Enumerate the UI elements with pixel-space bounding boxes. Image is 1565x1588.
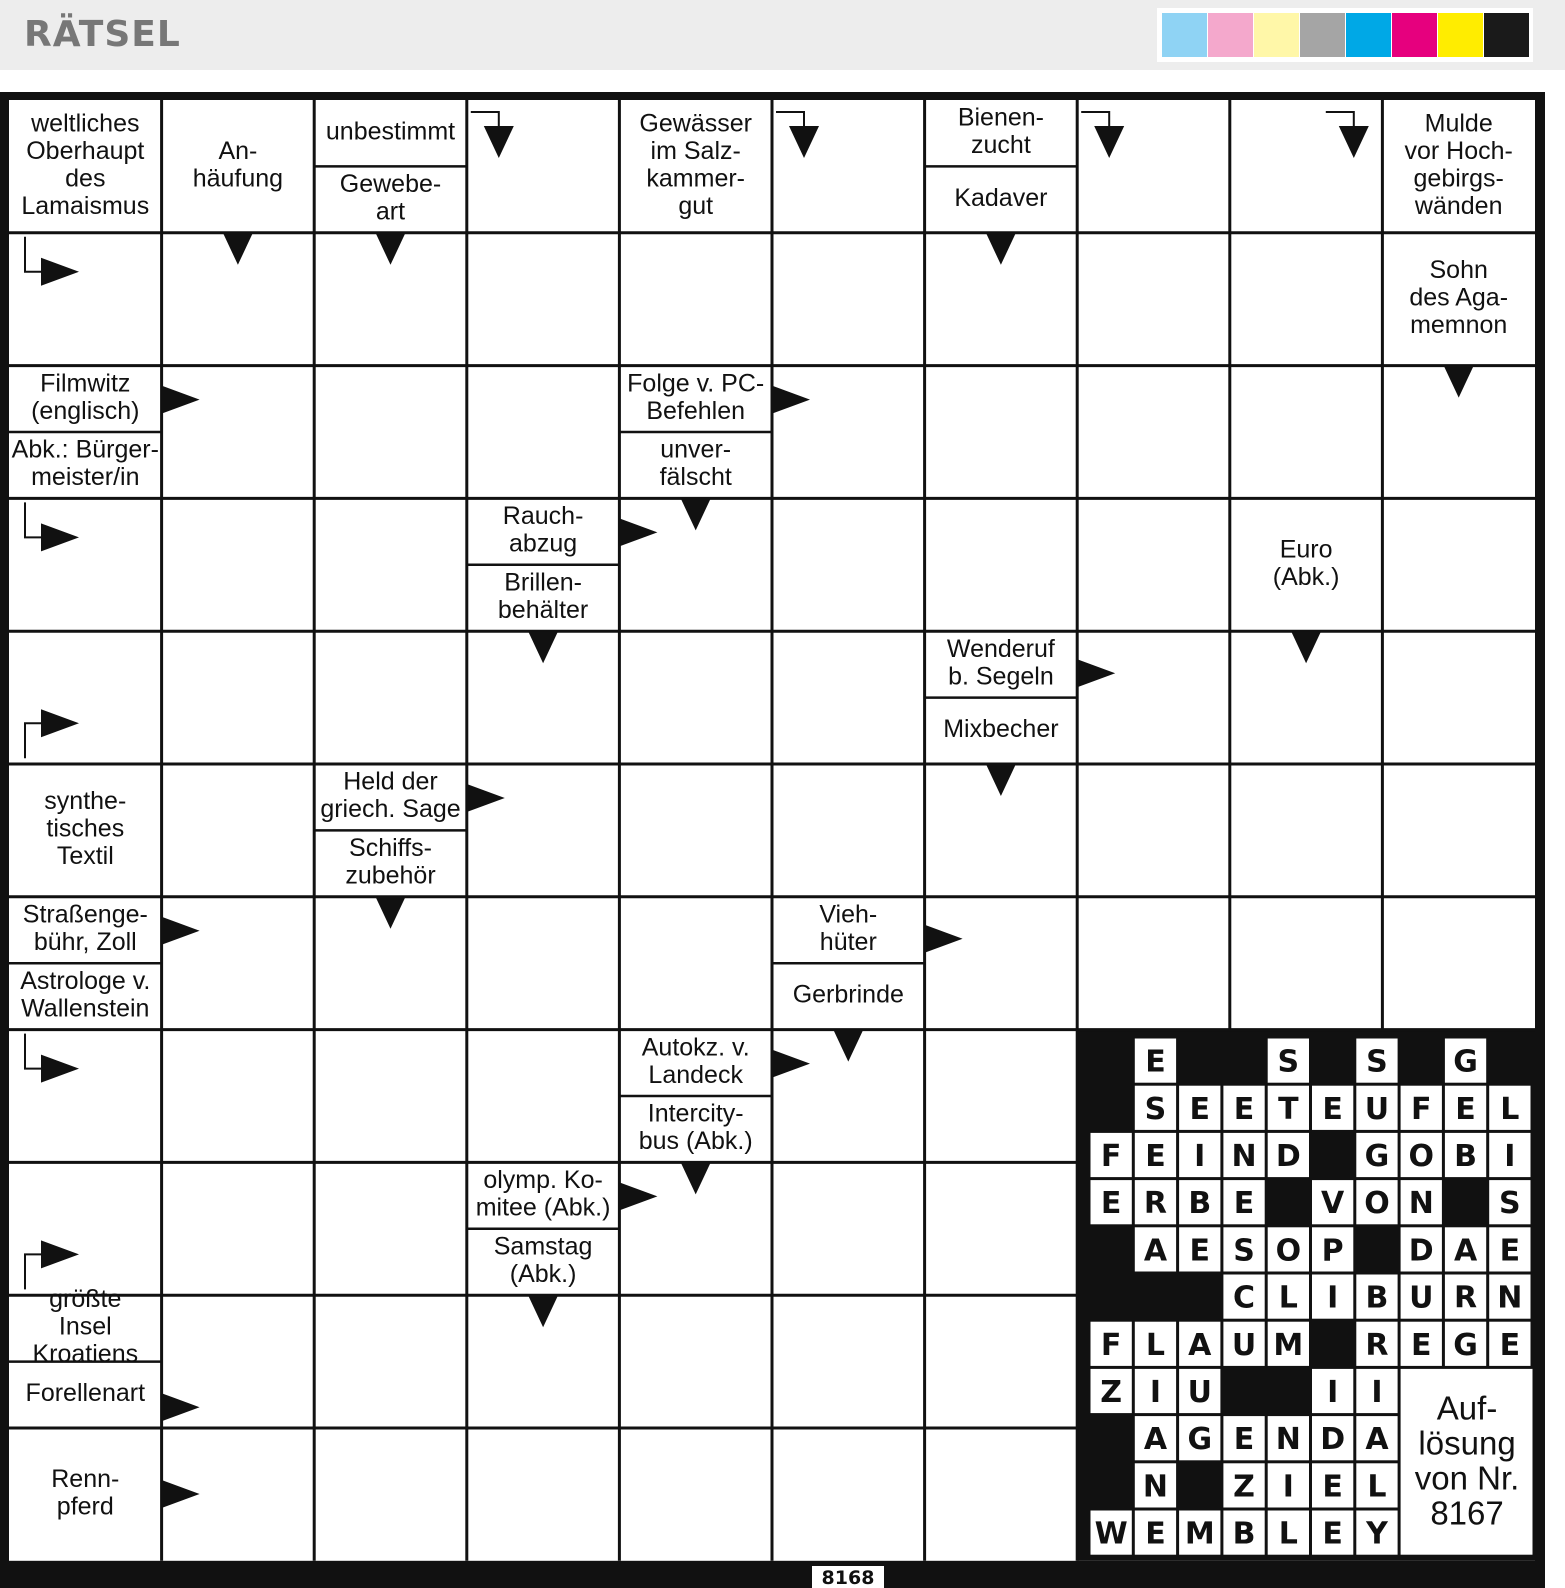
clue-text: (Abk.): [1272, 562, 1340, 591]
clue-text: unver-: [660, 435, 732, 464]
solution-letter: O: [1275, 1233, 1302, 1269]
solution-letter: A: [1143, 1233, 1168, 1269]
solution-letter: N: [1231, 1139, 1257, 1174]
solution-letter: B: [1188, 1186, 1212, 1222]
solution-letter: I: [1282, 1469, 1294, 1505]
clue-text: art: [375, 197, 406, 226]
clue-text: abzug: [509, 529, 578, 558]
clue-text: Astrologe v.: [20, 966, 151, 995]
solution-letter: S: [1144, 1091, 1167, 1127]
clue-text: gebirgs-: [1413, 164, 1504, 193]
solution-letter: E: [1100, 1186, 1122, 1222]
solution-letter: N: [1142, 1469, 1169, 1505]
clue-text: olymp. Ko-: [483, 1166, 603, 1195]
clue-text: mitee (Abk.): [475, 1193, 611, 1222]
solution-letter: S: [1499, 1186, 1521, 1222]
color-swatch: [1162, 13, 1207, 57]
solution-letter: W: [1094, 1516, 1128, 1552]
solution-letter: E: [1145, 1516, 1166, 1552]
clue-text: Renn-: [51, 1464, 120, 1493]
clue-text: Wallenstein: [21, 994, 150, 1023]
color-swatch: [1392, 13, 1437, 57]
solution-letter: I: [1194, 1139, 1206, 1174]
clue-text: Lamaismus: [21, 191, 150, 220]
solution-letter: I: [1327, 1375, 1339, 1410]
clue-text: Insel: [58, 1312, 112, 1341]
solution-letter: A: [1143, 1422, 1168, 1458]
clue-text: bus (Abk.): [638, 1127, 753, 1156]
clue-text: größte: [49, 1285, 122, 1314]
clue-text: Kroatiens: [32, 1340, 139, 1369]
solution-letter: B: [1232, 1516, 1256, 1552]
clue-text: Bienen-: [957, 103, 1044, 132]
clue-text: zucht: [971, 131, 1031, 160]
solution-letter: N: [1408, 1186, 1434, 1222]
clue-text: Landeck: [648, 1060, 743, 1089]
clue-text: Oberhaupt: [26, 136, 145, 165]
color-calibration-bar: [1157, 8, 1533, 62]
clue-text: Intercity-: [647, 1099, 744, 1128]
color-swatch: [1438, 13, 1483, 57]
clue-text: Gewässer: [639, 109, 752, 138]
clue-cell: [51, 1465, 119, 1521]
clue-text: (Abk.): [509, 1260, 577, 1288]
solution-letter: C: [1233, 1280, 1256, 1316]
clue-text: Befehlen: [646, 396, 746, 425]
solution-letter: G: [1453, 1044, 1478, 1080]
solution-letter: F: [1100, 1327, 1122, 1363]
clue-text: Abk.: Bürger-: [11, 435, 159, 464]
solution-letter: G: [1187, 1422, 1213, 1458]
solution-letter: U: [1231, 1327, 1257, 1363]
solution-letter: T: [1278, 1091, 1299, 1127]
clue-text: pferd: [56, 1492, 114, 1521]
solution-letter: E: [1233, 1186, 1255, 1222]
solution-letter: A: [1365, 1422, 1389, 1458]
solution-letter: Y: [1366, 1516, 1388, 1552]
clue-text: Textil: [56, 842, 114, 871]
color-swatch: [1300, 13, 1345, 57]
solution-letter: S: [1233, 1233, 1255, 1269]
clue-text: Filmwitz: [40, 369, 131, 398]
solution-letter: E: [1499, 1233, 1521, 1269]
solution-letter: I: [1327, 1280, 1339, 1316]
solution-letter: E: [1411, 1327, 1432, 1363]
clue-text: (englisch): [31, 396, 140, 425]
solution-letter: V: [1321, 1186, 1345, 1222]
clue-text: Mulde: [1424, 109, 1493, 138]
solution-letter: Z: [1233, 1469, 1255, 1505]
solution-letter: L: [1145, 1327, 1166, 1363]
solution-letter: A: [1453, 1233, 1478, 1269]
clue-text: Sohn: [1429, 255, 1488, 284]
solution-letter: O: [1364, 1186, 1390, 1222]
solution-letter: R: [1365, 1327, 1389, 1363]
solution-letter: Z: [1100, 1375, 1123, 1410]
color-swatch: [1254, 13, 1299, 57]
clue-text: Straßenge-: [22, 900, 148, 929]
solution-letter: A: [1188, 1327, 1212, 1363]
clue-text: tisches: [46, 814, 125, 843]
solution-letter: S: [1277, 1044, 1300, 1080]
clue-text: Euro: [1279, 535, 1333, 564]
solution-letter: M: [1184, 1516, 1215, 1552]
clue-cell: [1273, 535, 1340, 591]
solution-letter: E: [1145, 1044, 1166, 1080]
clue-text: Mixbecher: [943, 715, 1059, 744]
solution-letter: N: [1497, 1280, 1523, 1316]
solution-letter: I: [1504, 1139, 1516, 1174]
clue-cell: [21, 109, 149, 220]
solution-letter: U: [1187, 1375, 1212, 1410]
solution-letter: E: [1499, 1327, 1521, 1363]
puzzle-number: 8168: [821, 1567, 875, 1588]
solution-letter: L: [1367, 1469, 1387, 1505]
solution-letter: E: [1189, 1091, 1210, 1127]
solution-letter: D: [1408, 1233, 1434, 1269]
clue-text: Held der: [343, 767, 438, 796]
page-header: [0, 0, 1565, 70]
clue-text: im Salz-: [650, 136, 741, 165]
solution-letter: E: [1322, 1091, 1343, 1127]
section-title: RÄTSEL: [24, 14, 181, 55]
clue-text: Folge v. PC-: [627, 369, 765, 398]
solution-letter: U: [1409, 1280, 1434, 1316]
clue-text: An-: [218, 136, 258, 165]
solution-letter: L: [1278, 1280, 1298, 1316]
clue-text: Autokz. v.: [641, 1033, 750, 1062]
solution-letter: E: [1189, 1233, 1210, 1269]
solution-letter: I: [1371, 1375, 1383, 1410]
clue-text: weltliches: [31, 109, 140, 138]
clue-text: Vieh-: [819, 900, 878, 929]
solution-label: Auf-: [1436, 1389, 1498, 1427]
clue-text: behälter: [497, 596, 589, 624]
solution-letter: E: [1322, 1469, 1343, 1505]
solution-letter: R: [1453, 1280, 1478, 1316]
solution-letter: N: [1275, 1422, 1301, 1458]
solution-letter: P: [1321, 1233, 1344, 1269]
crossword-board: [0, 92, 1565, 1588]
clue-text: Gewebe-: [339, 170, 442, 199]
clue-text: Forellenart: [25, 1379, 146, 1408]
clue-text: griech. Sage: [320, 795, 461, 824]
solution-label: 8167: [1430, 1494, 1504, 1532]
solution-letter: E: [1145, 1139, 1166, 1174]
solution-letter: U: [1364, 1091, 1390, 1127]
solution-letter: F: [1100, 1139, 1122, 1174]
clue-text: wänden: [1414, 191, 1503, 220]
clue-text: des Aga-: [1409, 283, 1509, 312]
solution-letter: E: [1455, 1091, 1476, 1127]
clue-text: hüter: [819, 928, 877, 956]
clue-text: bühr, Zoll: [33, 928, 137, 956]
color-swatch: [1346, 13, 1391, 57]
solution-letter: G: [1453, 1327, 1478, 1363]
clue-text: vor Hoch-: [1404, 136, 1513, 165]
clue-text: b. Segeln: [948, 662, 1054, 691]
solution-label: lösung: [1418, 1424, 1516, 1462]
clue-text: fälscht: [659, 463, 732, 492]
solution-letter: O: [1408, 1139, 1435, 1174]
clue-text: synthe-: [44, 787, 127, 816]
solution-letter: R: [1143, 1186, 1168, 1222]
solution-letter: I: [1149, 1375, 1162, 1410]
solution-letter: M: [1273, 1327, 1304, 1363]
clue-text: memnon: [1410, 310, 1508, 339]
solution-letter: E: [1322, 1516, 1343, 1552]
clue-text: des: [65, 164, 106, 193]
solution-label: von Nr.: [1414, 1459, 1520, 1497]
clue-text: Brillen-: [504, 568, 582, 597]
clue-text: Rauch-: [502, 502, 584, 531]
clue-text: häufung: [192, 164, 284, 193]
solution-letter: L: [1278, 1516, 1298, 1552]
solution-letter: D: [1320, 1422, 1346, 1458]
clue-text: Wenderuf: [946, 634, 1055, 663]
solution-letter: S: [1366, 1044, 1388, 1080]
clue-text: meister/in: [31, 463, 140, 492]
clue-text: unbestimmt: [325, 117, 456, 146]
clue-text: Gerbrinde: [792, 980, 904, 1009]
color-swatch: [1484, 13, 1529, 57]
solution-letter: B: [1454, 1139, 1477, 1174]
color-swatch: [1208, 13, 1253, 57]
clue-text: Kadaver: [954, 183, 1048, 212]
solution-letter: B: [1365, 1280, 1389, 1316]
solution-letter: D: [1275, 1139, 1301, 1174]
solution-letter: E: [1233, 1091, 1255, 1127]
solution-letter: E: [1233, 1422, 1255, 1458]
solution-letter: G: [1364, 1139, 1390, 1174]
clue-text: Schiffs-: [349, 834, 432, 863]
solution-letter: F: [1411, 1091, 1432, 1127]
clue-text: Samstag: [493, 1232, 593, 1261]
solution-letter: L: [1500, 1091, 1520, 1127]
clue-text: zubehör: [345, 861, 436, 890]
clue-text: kammer-: [646, 164, 746, 193]
clue-text: gut: [678, 191, 714, 220]
